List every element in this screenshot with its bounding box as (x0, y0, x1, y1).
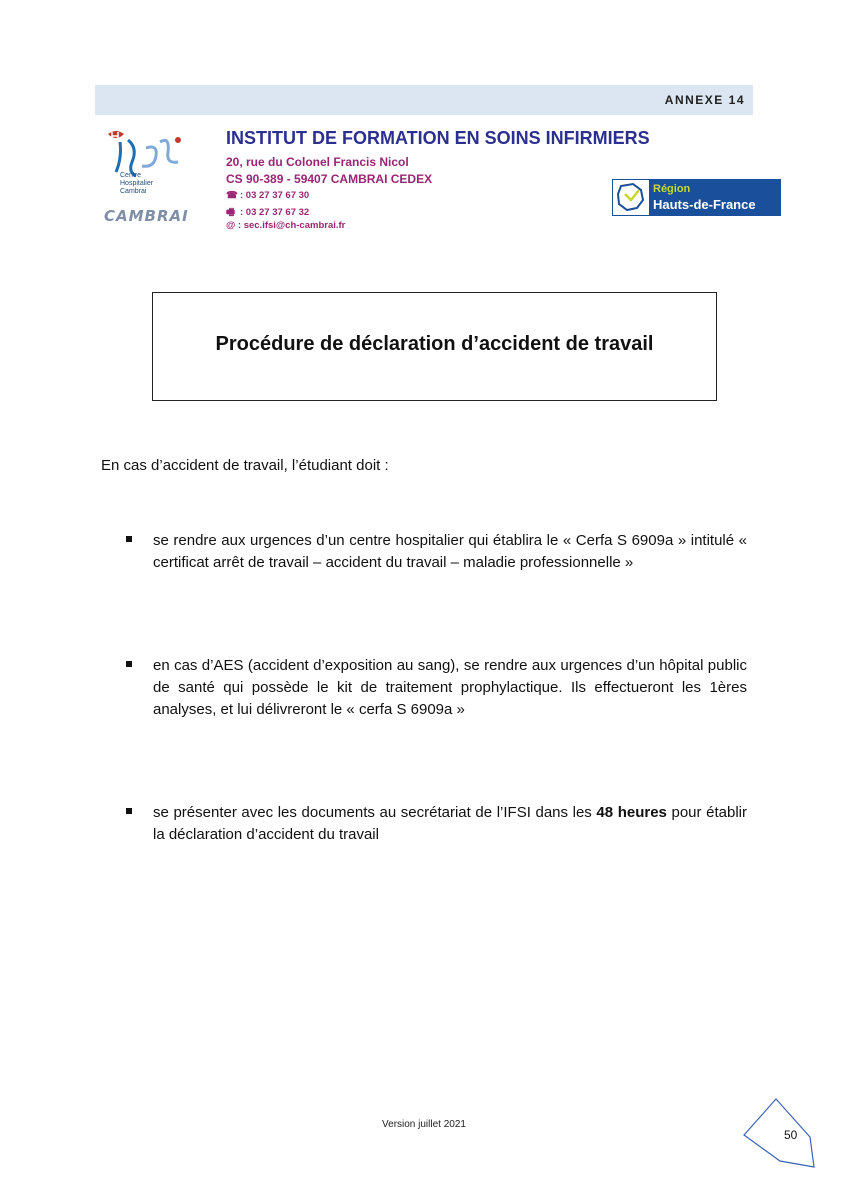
list-item (126, 802, 747, 846)
bullet-square-icon (126, 661, 132, 667)
institute-title: INSTITUT DE FORMATION EN SOINS INFIRMIERS (226, 128, 650, 148)
document-title: Procédure de déclaration d’accident de travail (215, 333, 654, 355)
list-item-text-end: pour établir la déclaration d’accident du travail (153, 804, 747, 843)
institute-fax (226, 205, 309, 221)
region-logo-small-text: Région (653, 183, 691, 195)
annex-header-band (95, 85, 753, 115)
hospital-logo-line2: Hospitalier (120, 180, 154, 187)
hospital-logo-text (120, 172, 153, 196)
region-logo-big-text: Hauts-de-France (653, 197, 756, 212)
list-item-text: en cas d’AES (accident d’exposition au sang), se rendre aux urgences d’un hôpital public de santé qui possède le kit de traitement prophylactique. Ils effectueront les 1ères analyses, et lui délivreront le « cerfa S 6909a » (153, 657, 747, 718)
list-item-text: se rendre aux urgences d’un centre hospitalier qui établira le « Cerfa S 6909a » intitulé « certificat arrêt de travail – accident du travail – maladie professionnelle » (153, 532, 747, 571)
list-item (126, 530, 747, 574)
list-item-text (153, 802, 747, 846)
institute-address-line2: CS 90-389 - 59407 CAMBRAI CEDEX (226, 172, 433, 186)
deadline-emphasis: 48 heures (596, 804, 667, 821)
intro-text: En cas d’accident de travail, l’étudiant doit : (101, 457, 389, 474)
institute-address-line1: 20, rue du Colonel Francis Nicol (226, 155, 409, 169)
annex-label: ANNEXE 14 (664, 93, 745, 107)
region-logo (612, 179, 781, 216)
phone-icon: ☎ (226, 190, 238, 201)
region-map-icon (613, 180, 649, 215)
fax-icon: 🖷 (226, 207, 235, 218)
institute-email: @ : sec.ifsi@ch-cambrai.fr (226, 220, 346, 231)
phone-number: : 03 27 37 67 30 (240, 190, 310, 201)
hospital-logo-line1: Centre (120, 172, 142, 179)
document-title-box (152, 292, 717, 401)
list-item (126, 655, 747, 721)
footer-version: Version juillet 2021 (382, 1119, 466, 1130)
fax-number: : 03 27 37 67 32 (240, 207, 310, 218)
page-number-marker (742, 1097, 816, 1169)
logo-city: CAMBRAI (104, 207, 189, 225)
hospital-logo-line3: Cambrai (120, 188, 147, 195)
institute-phone (226, 190, 309, 201)
list-item-text-start: se présenter avec les documents au secrétariat de l’IFSI dans les (153, 804, 597, 821)
page-number: 50 (784, 1128, 798, 1142)
bullet-square-icon (126, 536, 132, 542)
bullet-square-icon (126, 808, 132, 814)
